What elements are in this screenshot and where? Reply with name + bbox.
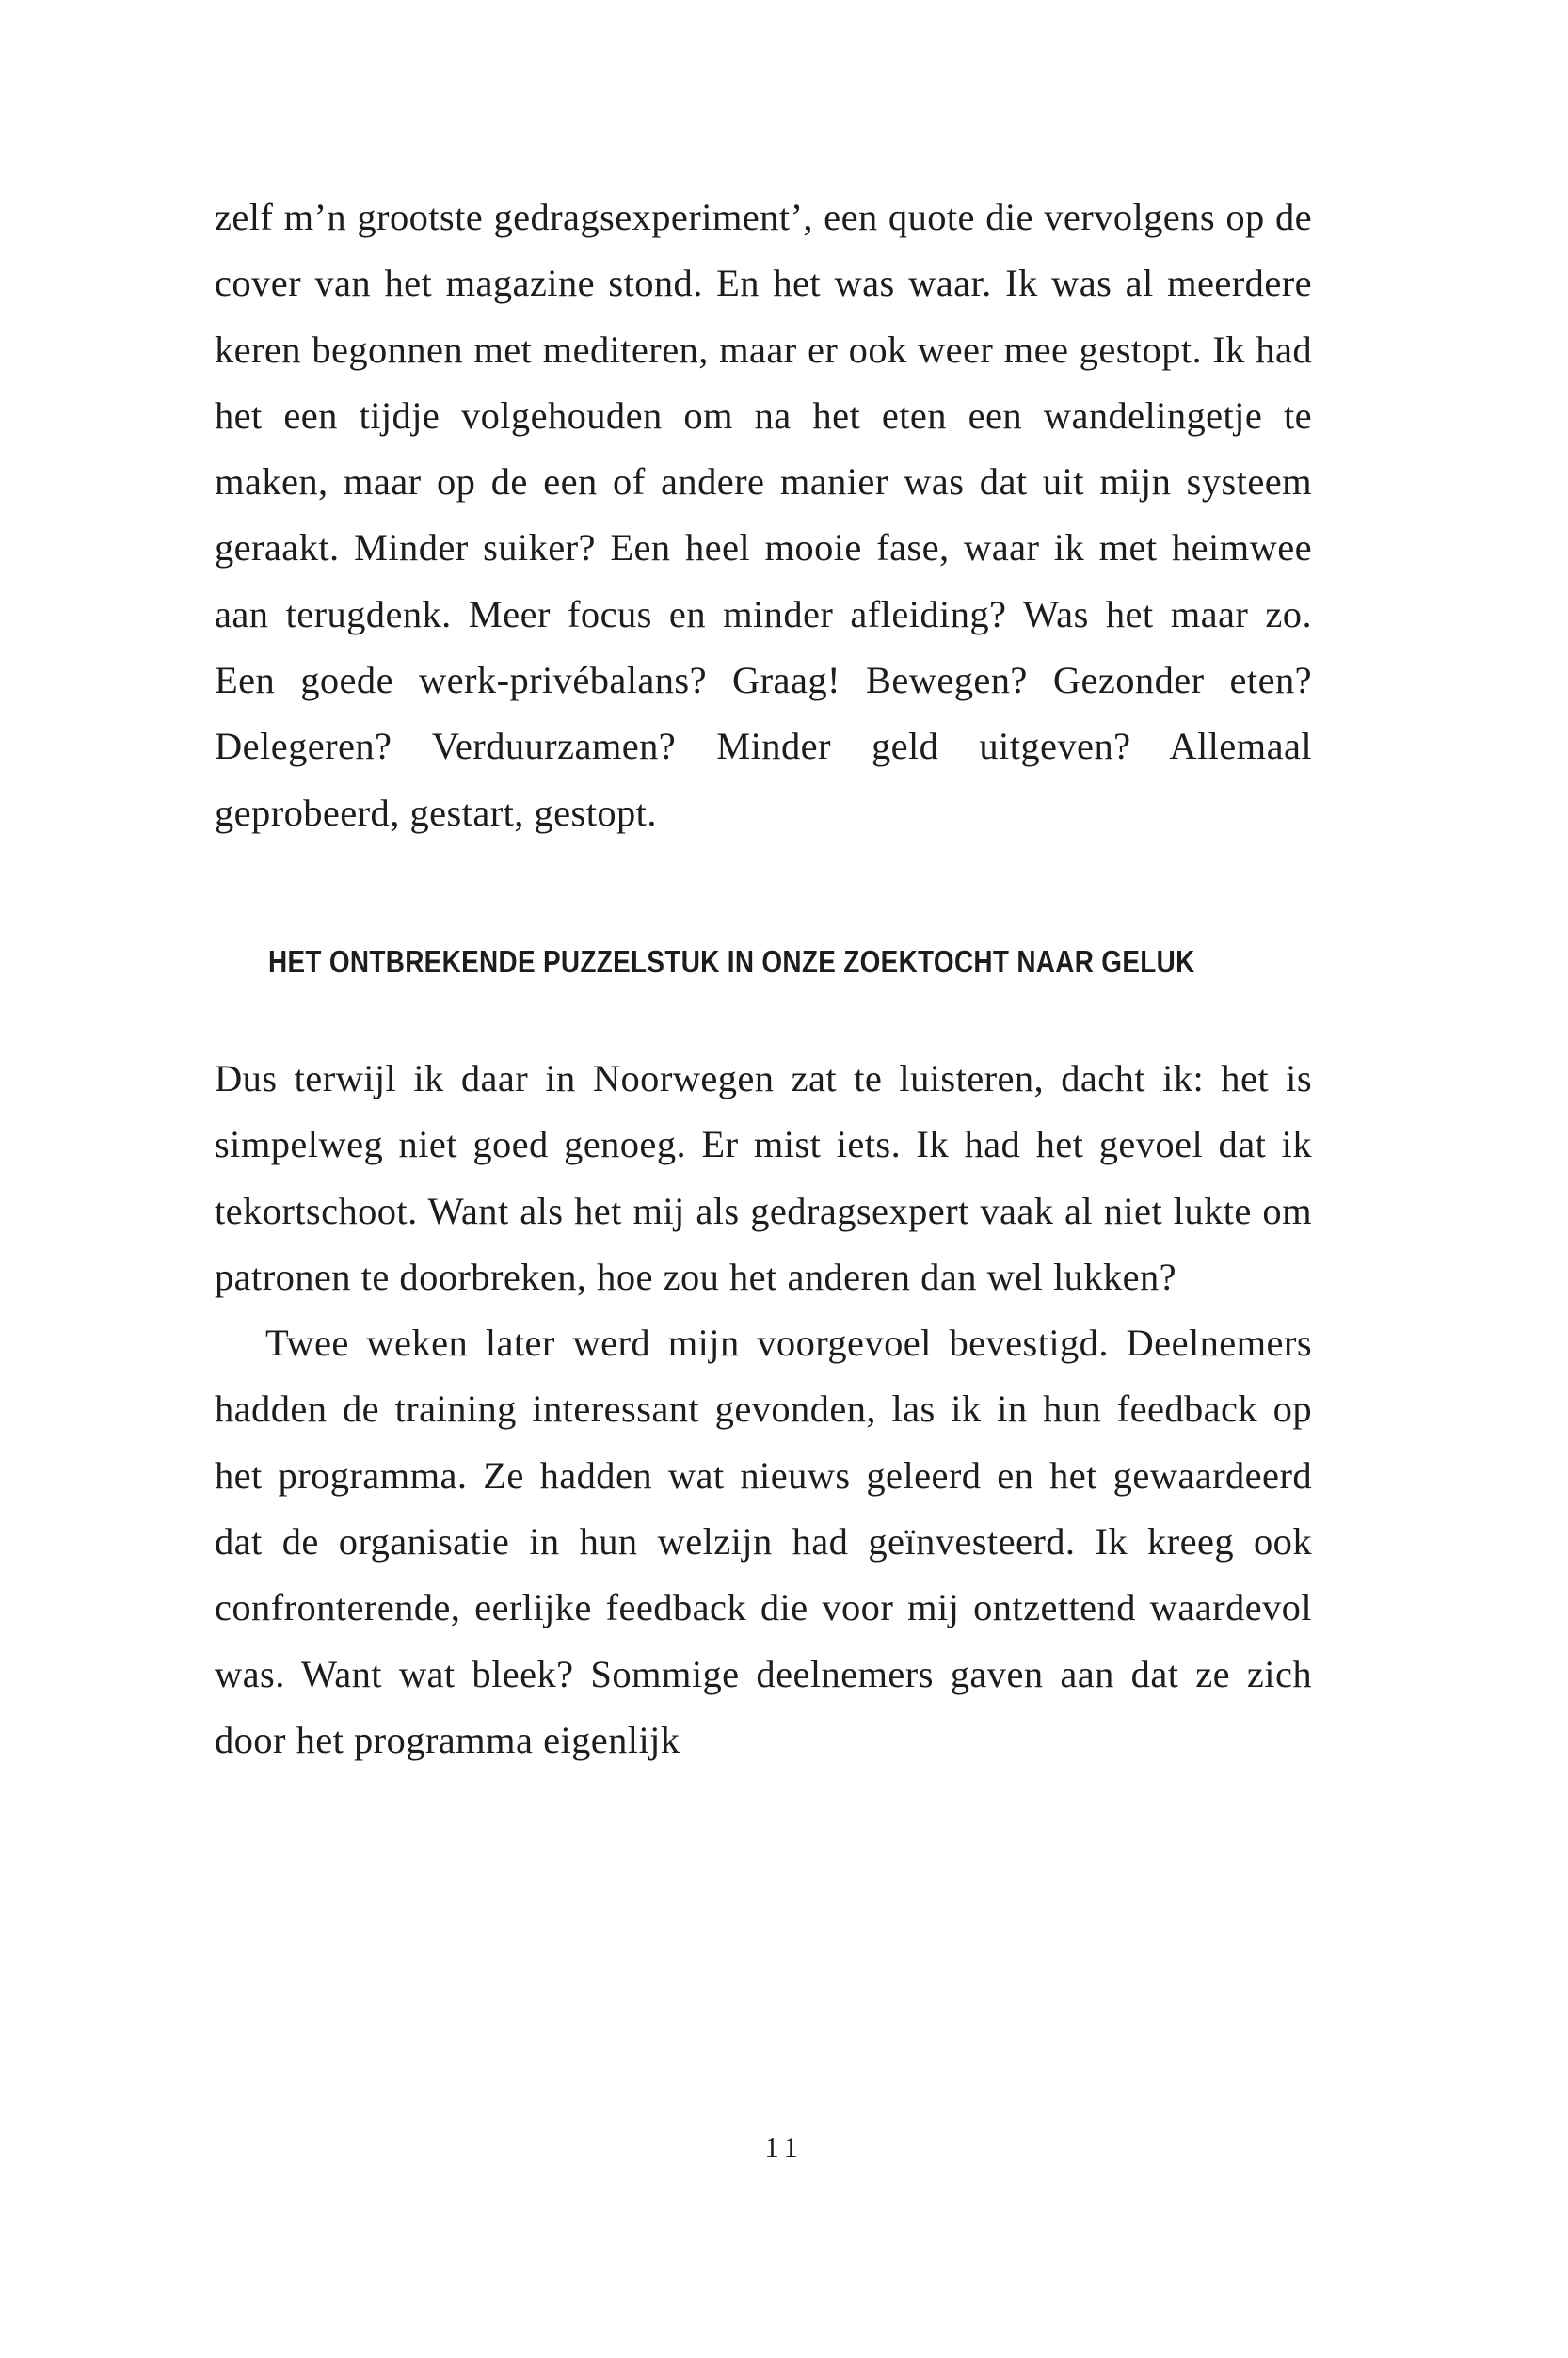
paragraph-three: Twee weken later werd mijn voorgevoel bevestigd. Deelnemers hadden de training interessant gevonden, las ik in hun feedback op het programma. Ze hadden wat nieuws geleerd en het gewaardeerd dat de organisatie in hun welzijn had geïnvesteerd. Ik kreeg ook confronterende, eerlijke feedback die voor mij ontzettend waardevol was. Want wat bleek? Sommige deelnemers gaven aan dat ze zich door het programma eigenlijk (215, 1322, 1312, 1761)
text-column (215, 184, 1312, 1773)
page-number (0, 2129, 1568, 2165)
paragraph-two: Dus terwijl ik daar in Noorwegen zat te luisteren, dacht ik: het is simpelweg niet goed genoeg. Er mist iets. Ik had het gevoel dat ik tekortschoot. Want als het mij als gedragsexpert vaak al niet lukte om patronen te doorbreken, hoe zou het anderen dan wel lukken? (215, 1056, 1312, 1298)
section-heading-block (215, 944, 1312, 980)
paragraph-continuation: zelf m’n grootste gedragsexperiment’, een quote die vervolgens op de cover van het magazine stond. En het was waar. Ik was al meerdere keren begonnen met mediteren, maar er ook weer mee gestopt. Ik had het een tijdje volgehouden om na het eten een wandelingetje te maken, maar op de een of andere manier was dat uit mijn systeem geraakt. Minder suiker? Een heel mooie fase, waar ik met heimwee aan terugdenk. Meer focus en minder afleiding? Was het maar zo. Een goede werk-privébalans? Graag! Bewegen? Gezonder eten? Delegeren? Verduurzamen? Minder geld uitgeven? Allemaal geprobeerd, gestart, gestopt. (215, 196, 1312, 834)
section-heading: HET ONTBREKENDE PUZZELSTUK IN ONZE ZOEKTOCHT NAAR GELUK (268, 943, 1195, 979)
page-number-value: 11 (764, 2130, 804, 2163)
